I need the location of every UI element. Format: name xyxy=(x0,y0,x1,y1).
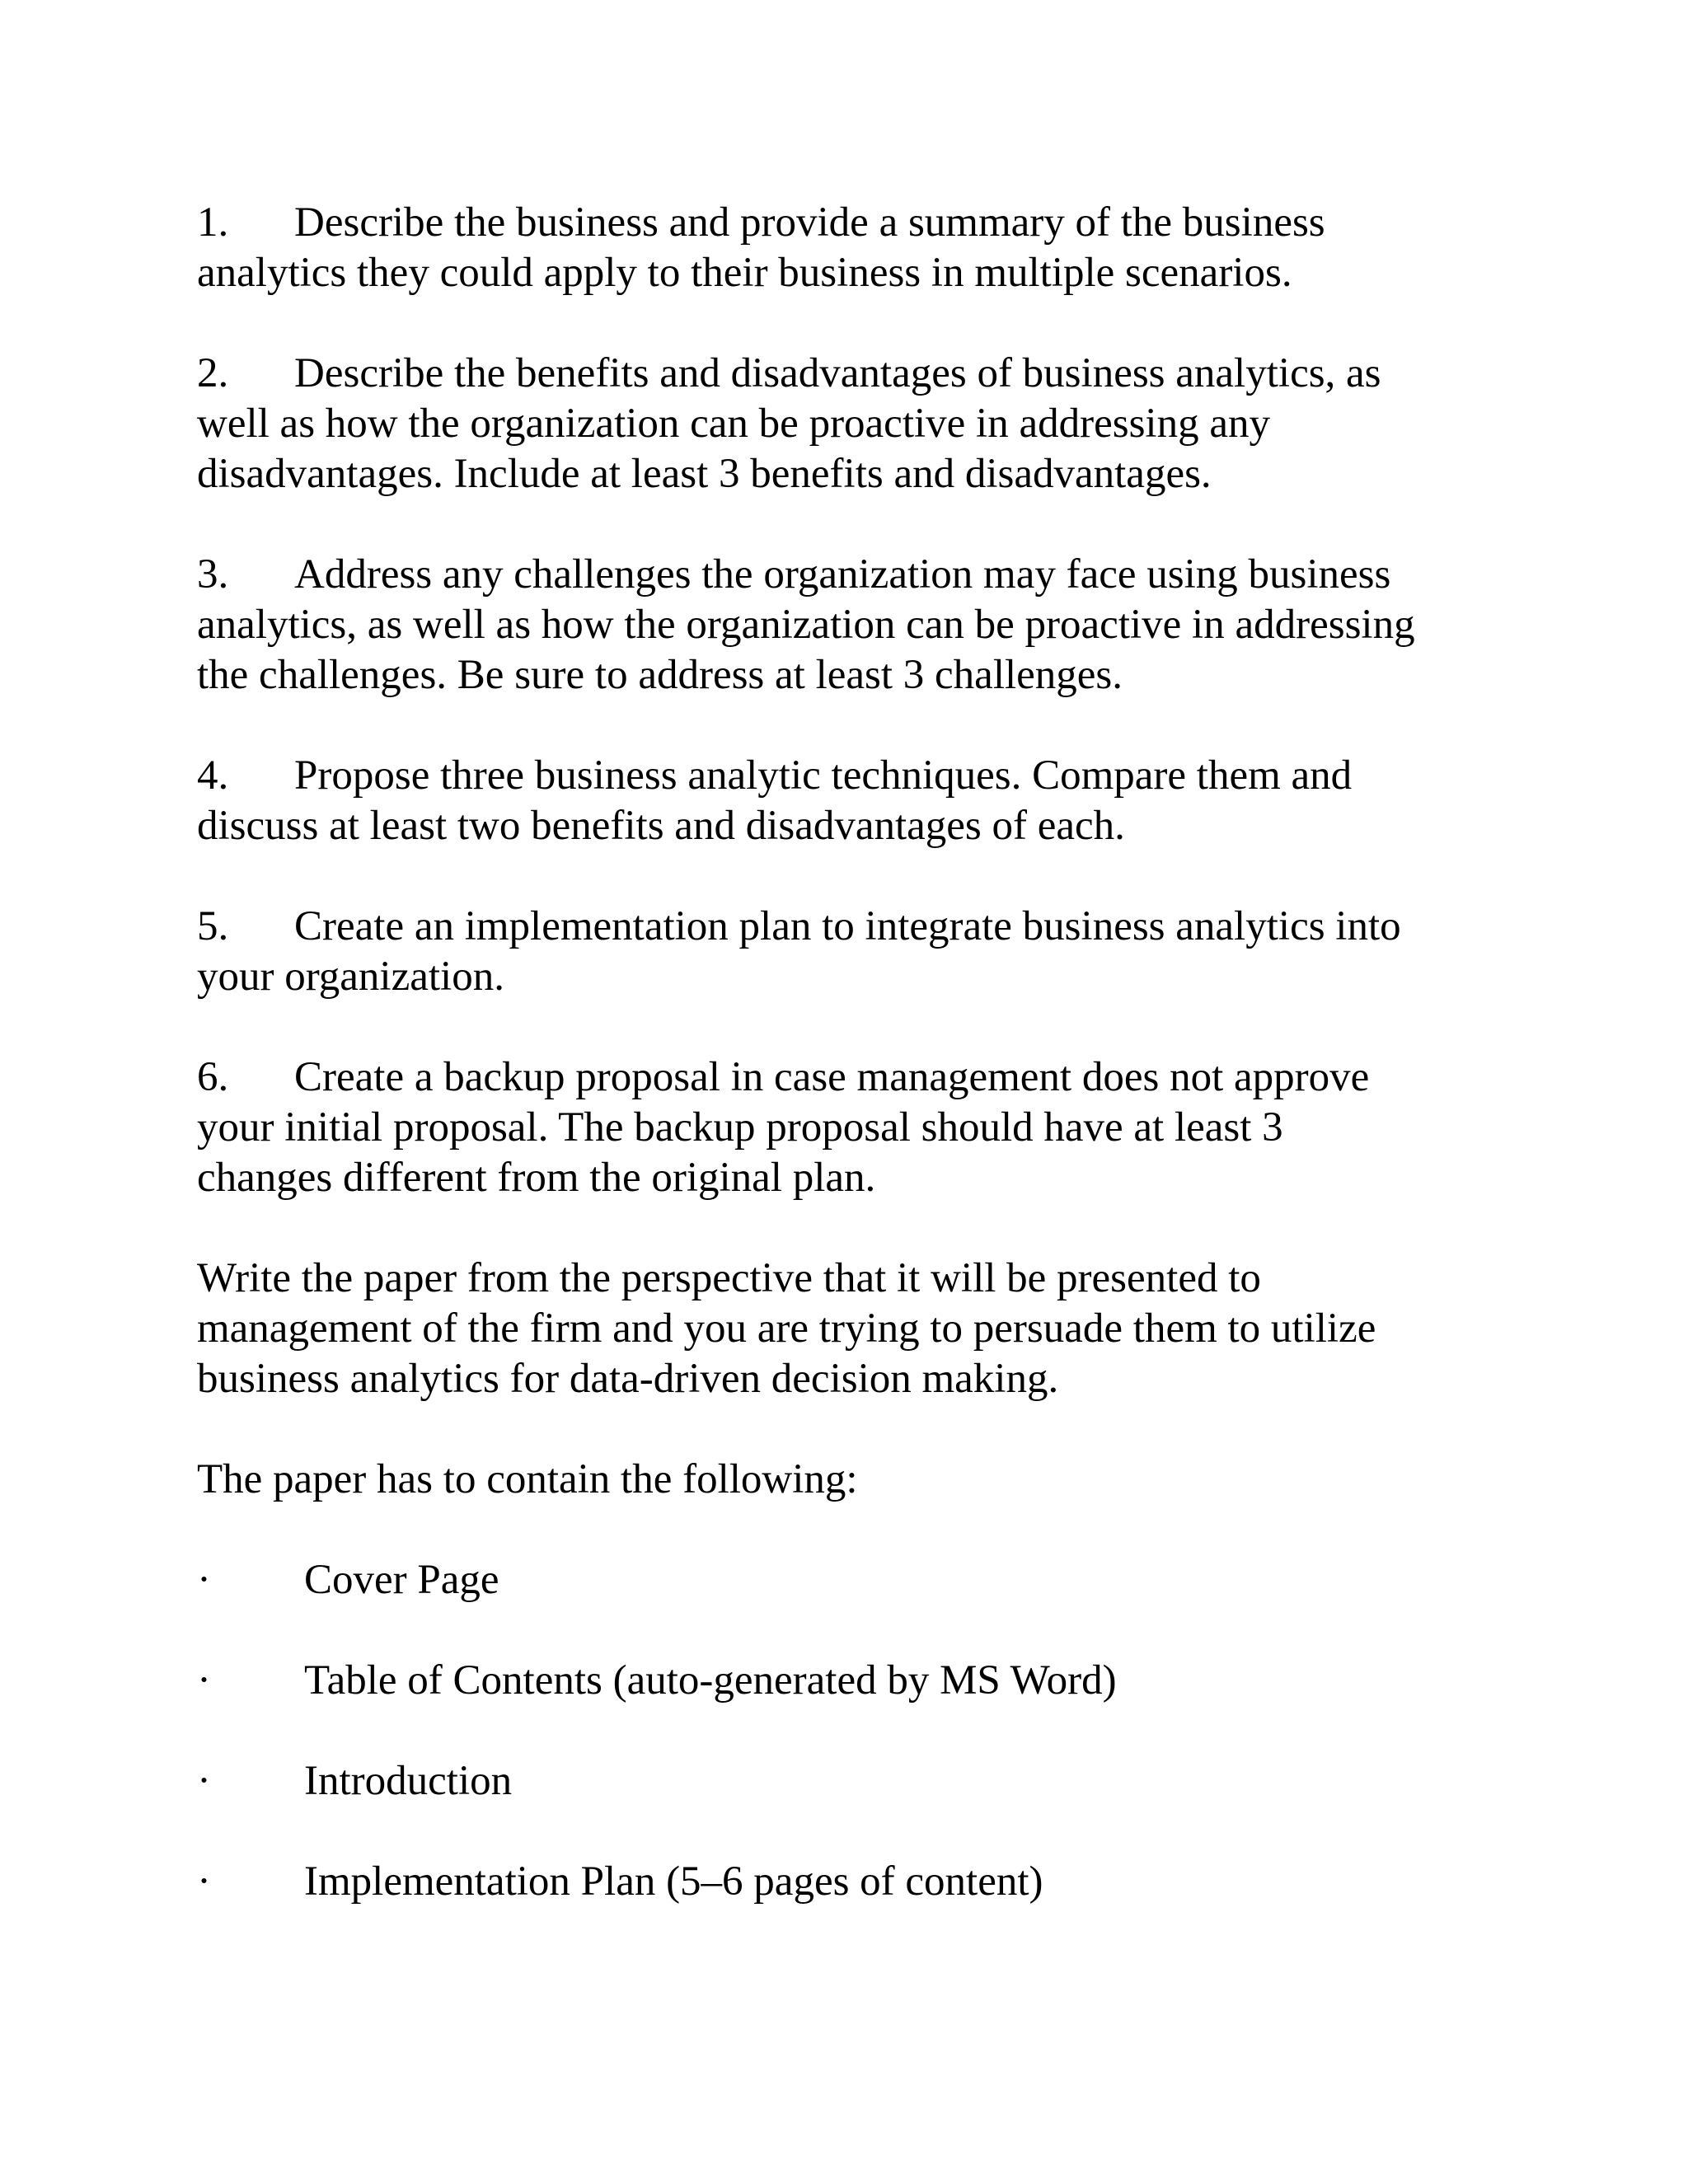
item-number: 3. xyxy=(197,551,229,598)
contents-intro: The paper has to contain the following: xyxy=(197,1456,858,1502)
paragraph-line: management of the firm and you are trying to persuade them to utilize xyxy=(197,1305,1376,1352)
bullet-icon: · xyxy=(197,1657,211,1704)
numbered-item-5 xyxy=(197,902,1516,1002)
item-line: your initial proposal. The backup proposal should have at least 3 xyxy=(197,1104,1283,1151)
item-number: 1. xyxy=(197,199,229,246)
item-line: disadvantages. Include at least 3 benefits and disadvantages. xyxy=(197,451,1212,497)
numbered-item-1 xyxy=(197,198,1516,298)
paragraph-line: Write the paper from the perspective that it will be presented to xyxy=(197,1255,1261,1301)
bullet-item-table-of-contents xyxy=(197,1656,1516,1706)
numbered-item-6 xyxy=(197,1052,1516,1203)
item-line: well as how the organization can be proactive in addressing any xyxy=(197,401,1270,447)
item-number: 4. xyxy=(197,752,229,799)
bullet-item-cover-page xyxy=(197,1555,1516,1605)
item-line: Describe the benefits and disadvantages of business analytics, as xyxy=(294,350,1381,396)
bullet-text: Table of Contents (auto-generated by MS Word) xyxy=(304,1657,1117,1704)
paragraph-line: business analytics for data-driven decision making. xyxy=(197,1356,1059,1402)
item-line: Create a backup proposal in case management does not approve xyxy=(294,1054,1370,1100)
item-line: analytics they could apply to their business in multiple scenarios. xyxy=(197,250,1292,296)
numbered-item-2 xyxy=(197,349,1516,499)
numbered-item-4 xyxy=(197,751,1516,851)
bullet-icon: · xyxy=(197,1557,211,1603)
item-line: your organization. xyxy=(197,954,504,1000)
perspective-paragraph xyxy=(197,1254,1516,1404)
item-number: 5. xyxy=(197,903,229,949)
bullet-item-introduction xyxy=(197,1756,1516,1807)
item-line: discuss at least two benefits and disadvantages of each. xyxy=(197,803,1125,849)
numbered-item-3 xyxy=(197,550,1516,701)
bullet-text: Implementation Plan (5–6 pages of content) xyxy=(304,1858,1043,1905)
item-number: 6. xyxy=(197,1054,229,1100)
bullet-text: Introduction xyxy=(304,1758,513,1804)
item-line: Propose three business analytic techniques. Compare them and xyxy=(294,752,1353,799)
item-line: Describe the business and provide a summary of the business xyxy=(294,199,1325,246)
bullet-item-implementation-plan xyxy=(197,1857,1516,1907)
item-line: Create an implementation plan to integrate business analytics into xyxy=(294,903,1401,949)
item-line: the challenges. Be sure to address at least 3 challenges. xyxy=(197,652,1123,698)
bullet-icon: · xyxy=(197,1858,211,1905)
item-number: 2. xyxy=(197,350,229,396)
document-body xyxy=(197,198,1516,1957)
item-line: Address any challenges the organization may face using business xyxy=(294,551,1391,598)
bullet-icon: · xyxy=(197,1758,211,1804)
item-line: changes different from the original plan. xyxy=(197,1155,876,1201)
item-line: analytics, as well as how the organization can be proactive in addressing xyxy=(197,602,1415,648)
bullet-text: Cover Page xyxy=(304,1557,499,1603)
